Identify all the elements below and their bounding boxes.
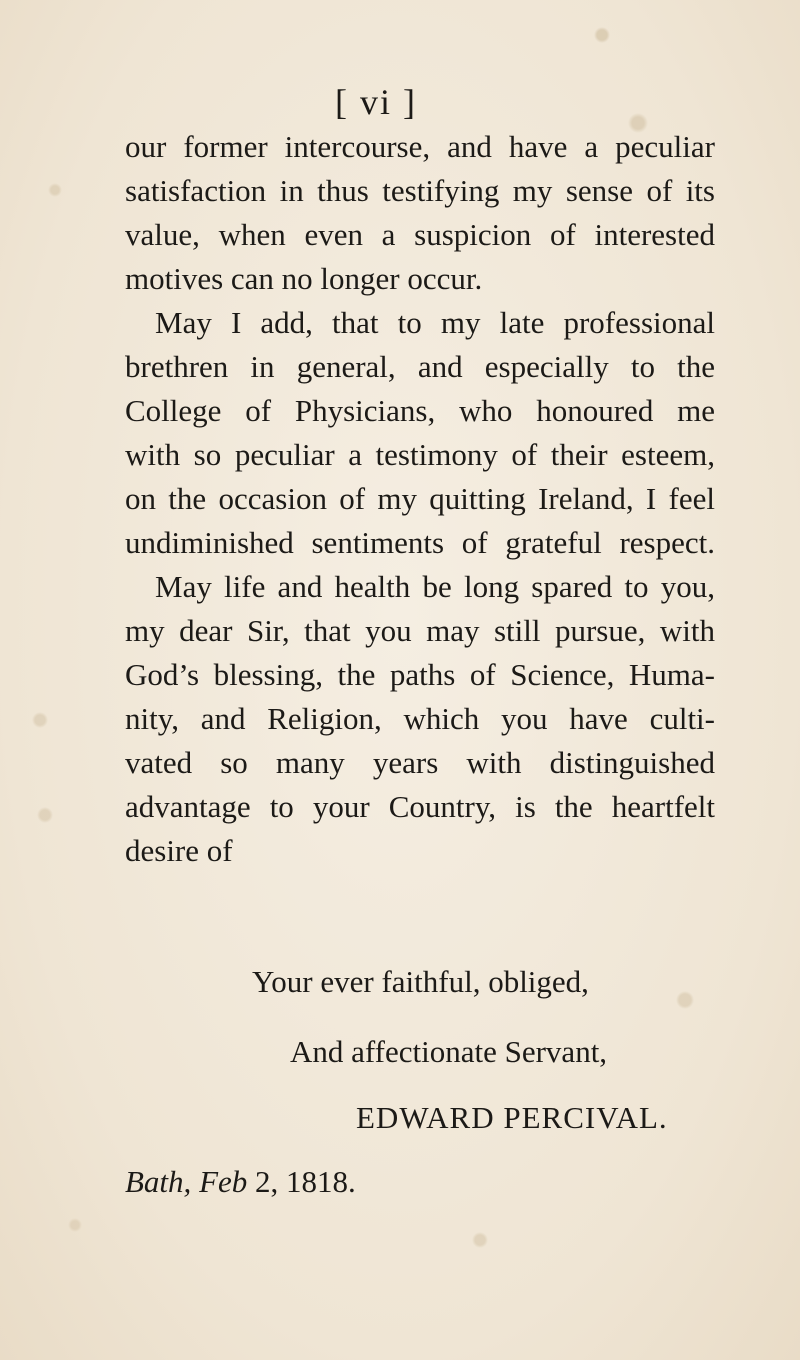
text-line: brethren in general, and especially to the (125, 349, 715, 384)
letter-body (125, 125, 715, 873)
text-line: motives can no longer occur. (125, 261, 483, 296)
text-line: with so peculiar a testimony of their esteem, (125, 437, 715, 472)
date-month: Feb (199, 1164, 248, 1199)
text-line: satisfaction in thus testifying my sense of its (125, 173, 715, 208)
signature: EDWARD PERCIVAL. (356, 1100, 668, 1135)
closing-line-2: And affectionate Servant, (290, 1034, 608, 1069)
text-line: value, when even a suspicion of interested (125, 217, 715, 252)
date-day-year: 2, 1818. (255, 1164, 356, 1199)
text-line: nity, and Religion, which you have culti- (125, 701, 715, 736)
closing-line-1: Your ever faithful, obliged, (252, 964, 589, 999)
text-line: our former intercourse, and have a peculiar (125, 129, 715, 164)
date-place: Bath, (125, 1164, 192, 1199)
text-line: on the occasion of my quitting Ireland, I feel (125, 481, 715, 516)
text-line: God’s blessing, the paths of Science, Huma- (125, 657, 715, 692)
text-line: desire of (125, 833, 233, 868)
text-line: May life and health be long spared to you, (155, 569, 715, 604)
text-line: May I add, that to my late professional (155, 305, 715, 340)
text-line: advantage to your Country, is the heartfelt (125, 789, 715, 824)
text-line: my dear Sir, that you may still pursue, with (125, 613, 715, 648)
text-line: vated so many years with distinguished (125, 745, 715, 780)
text-line: College of Physicians, who honoured me (125, 393, 715, 428)
text-line: undiminished sentiments of grateful respect. (125, 525, 715, 560)
page-number: [ vi ] (335, 82, 417, 122)
date-line (125, 1160, 356, 1204)
